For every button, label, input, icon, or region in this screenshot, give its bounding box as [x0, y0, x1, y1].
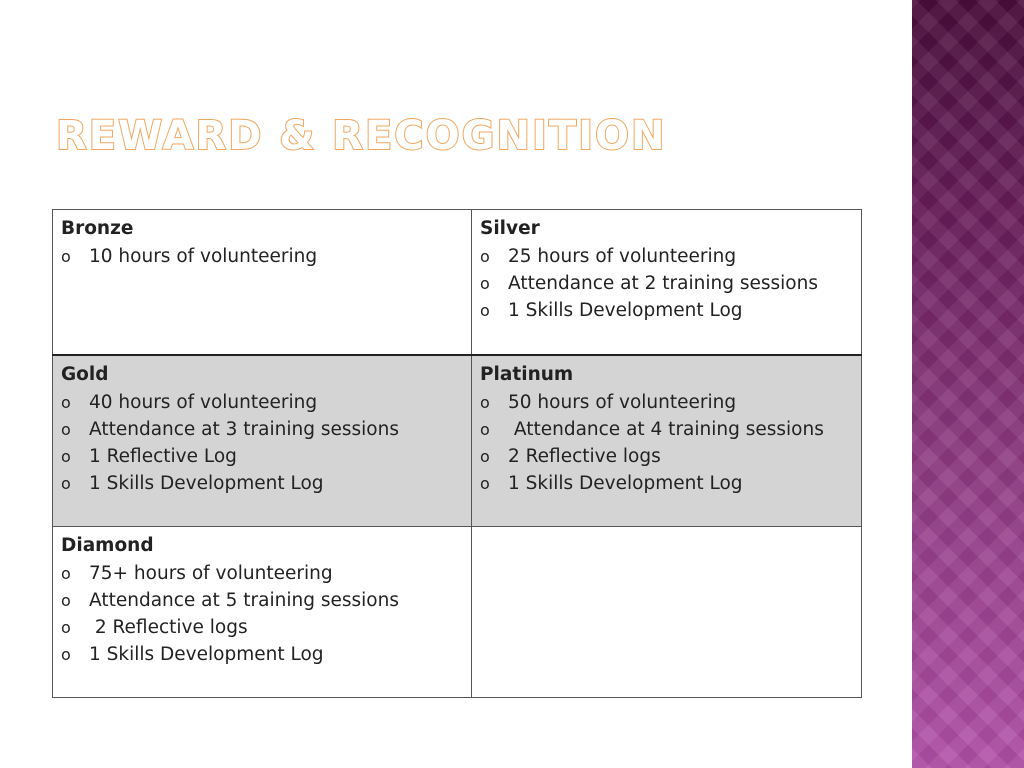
bullet-circle-icon: o	[480, 447, 490, 466]
tier-cell-diamond	[53, 527, 472, 698]
tier-name: Diamond	[61, 535, 154, 556]
reward-tiers-table	[52, 209, 862, 698]
list-item: o 75+ hours of volunteering	[61, 560, 463, 587]
bullet-circle-icon: o	[480, 247, 490, 266]
list-item: o 2 Reflective logs	[61, 614, 463, 641]
requirement-list	[480, 243, 853, 324]
list-item: o 2 Reflective logs	[480, 443, 853, 470]
list-item: o Attendance at 2 training sessions	[480, 270, 853, 297]
list-item: o 1 Skills Development Log	[61, 470, 463, 497]
bullet-circle-icon: o	[480, 393, 490, 412]
table-row	[53, 355, 862, 527]
bullet-circle-icon: o	[61, 393, 71, 412]
slide-title: REWARD & RECOGNITION	[56, 113, 667, 159]
list-item: o 25 hours of volunteering	[480, 243, 853, 270]
requirement-list	[61, 243, 463, 270]
tier-cell-bronze	[53, 210, 472, 356]
list-item: o Attendance at 5 training sessions	[61, 587, 463, 614]
tier-cell-gold	[53, 355, 472, 527]
tier-name: Bronze	[61, 218, 134, 239]
tier-cell-silver	[472, 210, 862, 356]
bullet-circle-icon: o	[61, 591, 71, 610]
list-item: o 1 Reflective Log	[61, 443, 463, 470]
list-item: o Attendance at 4 training sessions	[480, 416, 853, 443]
tier-name: Platinum	[480, 364, 574, 385]
requirement-list	[61, 560, 463, 668]
bullet-circle-icon: o	[61, 474, 71, 493]
bullet-circle-icon: o	[61, 564, 71, 583]
bullet-circle-icon: o	[480, 301, 490, 320]
bullet-circle-icon: o	[480, 274, 490, 293]
bullet-circle-icon: o	[61, 420, 71, 439]
list-item: o 10 hours of volunteering	[61, 243, 463, 270]
table-row	[53, 210, 862, 356]
tier-cell-platinum	[472, 355, 862, 527]
list-item: o 1 Skills Development Log	[480, 470, 853, 497]
decorative-side-band	[912, 0, 1024, 768]
bullet-circle-icon: o	[480, 420, 490, 439]
bullet-circle-icon: o	[61, 618, 71, 637]
list-item: o 1 Skills Development Log	[480, 297, 853, 324]
bullet-circle-icon: o	[480, 474, 490, 493]
requirement-list	[61, 389, 463, 497]
bullet-circle-icon: o	[61, 447, 71, 466]
requirement-list	[480, 389, 853, 497]
list-item: o 50 hours of volunteering	[480, 389, 853, 416]
empty-cell	[472, 527, 862, 698]
tier-name: Silver	[480, 218, 540, 239]
bullet-circle-icon: o	[61, 645, 71, 664]
list-item: o 40 hours of volunteering	[61, 389, 463, 416]
list-item: o 1 Skills Development Log	[61, 641, 463, 668]
tier-name: Gold	[61, 364, 109, 385]
bullet-circle-icon: o	[61, 247, 71, 266]
list-item: o Attendance at 3 training sessions	[61, 416, 463, 443]
table-row	[53, 527, 862, 698]
